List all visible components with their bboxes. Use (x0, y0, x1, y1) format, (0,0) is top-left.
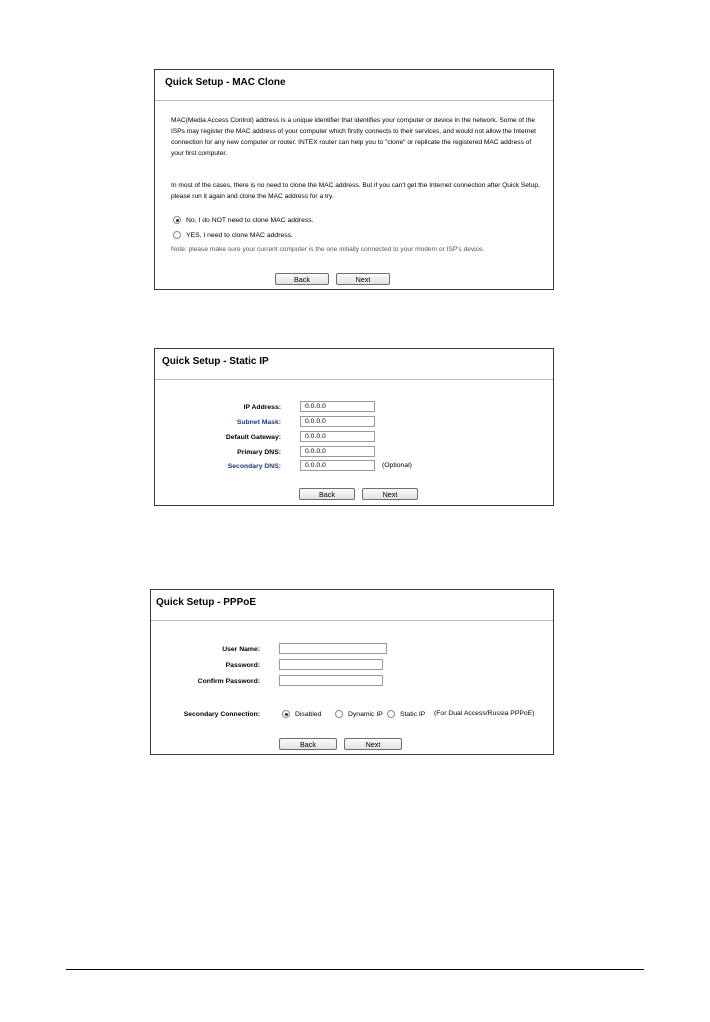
secondary-dns-input[interactable]: 0.0.0.0 (300, 460, 375, 471)
default-gateway-label: Default Gateway: (225, 434, 281, 441)
mac-clone-panel (154, 69, 554, 290)
mac-clone-back-button[interactable]: Back (275, 273, 329, 285)
primary-dns-input[interactable]: 0.0.0.0 (300, 446, 375, 457)
static-ip-title: Quick Setup - Static IP (162, 356, 269, 367)
ip-address-label: IP Address: (243, 404, 281, 411)
option-static-ip-label: Static IP (400, 710, 426, 718)
mac-clone-title: Quick Setup - MAC Clone (165, 77, 286, 88)
option-no-clone-label: No, I do NOT need to clone MAC address. (186, 216, 314, 224)
user-name-input[interactable] (279, 643, 387, 654)
option-disabled[interactable] (282, 710, 321, 718)
secondary-connection-label: Secondary Connection: (183, 711, 260, 718)
mac-clone-description (171, 115, 551, 159)
default-gateway-input[interactable]: 0.0.0.0 (300, 431, 375, 442)
radio-dynamic-ip[interactable] (335, 710, 343, 718)
confirm-password-label: Confirm Password: (197, 678, 260, 685)
subnet-mask-input[interactable]: 0.0.0.0 (300, 416, 375, 427)
subnet-mask-label: Subnet Mask: (236, 419, 281, 426)
password-label: Password: (225, 662, 260, 669)
mac-clone-desc-line-3: connection for any new computer or router. INTEX router can help you to "clone" or replicate the registered MAC address of (171, 139, 532, 146)
pppoe-panel (150, 589, 554, 755)
mac-clone-desc-line-4: your first computer. (171, 150, 228, 157)
mac-clone-desc-line-2: ISPs may register the MAC address of your computer which firstly connects to their services, and would not allow the Internet (171, 128, 537, 135)
mac-clone-next-button[interactable]: Next (336, 273, 390, 285)
static-ip-panel (154, 348, 554, 506)
ip-address-input[interactable]: 0.0.0.0 (300, 401, 375, 412)
mac-clone-hint-line-2: please run it again and clone the MAC address for a try. (171, 193, 334, 200)
secondary-dns-optional: (Optional) (382, 462, 412, 469)
option-static-ip[interactable] (387, 710, 425, 718)
mac-clone-desc-line-1: MAC(Media Access Control) address is a unique identifier that identifies your computer or device in the network. Some of the (171, 117, 535, 124)
password-input[interactable] (279, 659, 383, 670)
footer-divider (66, 969, 644, 970)
secondary-connection-note: (For Dual Access/Russia PPPoE) (434, 710, 535, 717)
pppoe-back-button[interactable]: Back (279, 738, 337, 750)
pppoe-title: Quick Setup - PPPoE (156, 597, 257, 608)
static-ip-title-divider (155, 379, 553, 380)
mac-clone-hint (171, 180, 551, 202)
static-ip-back-button[interactable]: Back (299, 488, 355, 500)
option-disabled-label: Disabled (295, 710, 322, 718)
mac-clone-title-divider (155, 100, 553, 101)
confirm-password-input[interactable] (279, 675, 383, 686)
static-ip-next-button[interactable]: Next (362, 488, 418, 500)
secondary-dns-label: Secondary DNS: (227, 463, 281, 470)
user-name-label: User Name: (222, 646, 260, 653)
mac-clone-hint-line-1: In most of the cases, there is no need to clone the MAC address. But if you can't get the Internet connection after Quick Setup, (171, 182, 540, 189)
mac-clone-note: Note: please make sure your current computer is the one initially connected to your modem or ISP's device. (171, 246, 485, 253)
option-dynamic-ip-label: Dynamic IP (348, 710, 383, 718)
radio-no-clone[interactable] (173, 216, 181, 224)
radio-static-ip[interactable] (387, 710, 395, 718)
pppoe-next-button[interactable]: Next (344, 738, 402, 750)
option-dynamic-ip[interactable] (335, 710, 383, 718)
radio-disabled[interactable] (282, 710, 290, 718)
option-no-clone[interactable] (173, 216, 314, 224)
pppoe-title-divider (151, 620, 553, 621)
radio-yes-clone[interactable] (173, 231, 181, 239)
option-yes-clone-label: YES, I need to clone MAC address. (186, 231, 293, 239)
primary-dns-label: Primary DNS: (237, 449, 281, 456)
option-yes-clone[interactable] (173, 231, 293, 239)
